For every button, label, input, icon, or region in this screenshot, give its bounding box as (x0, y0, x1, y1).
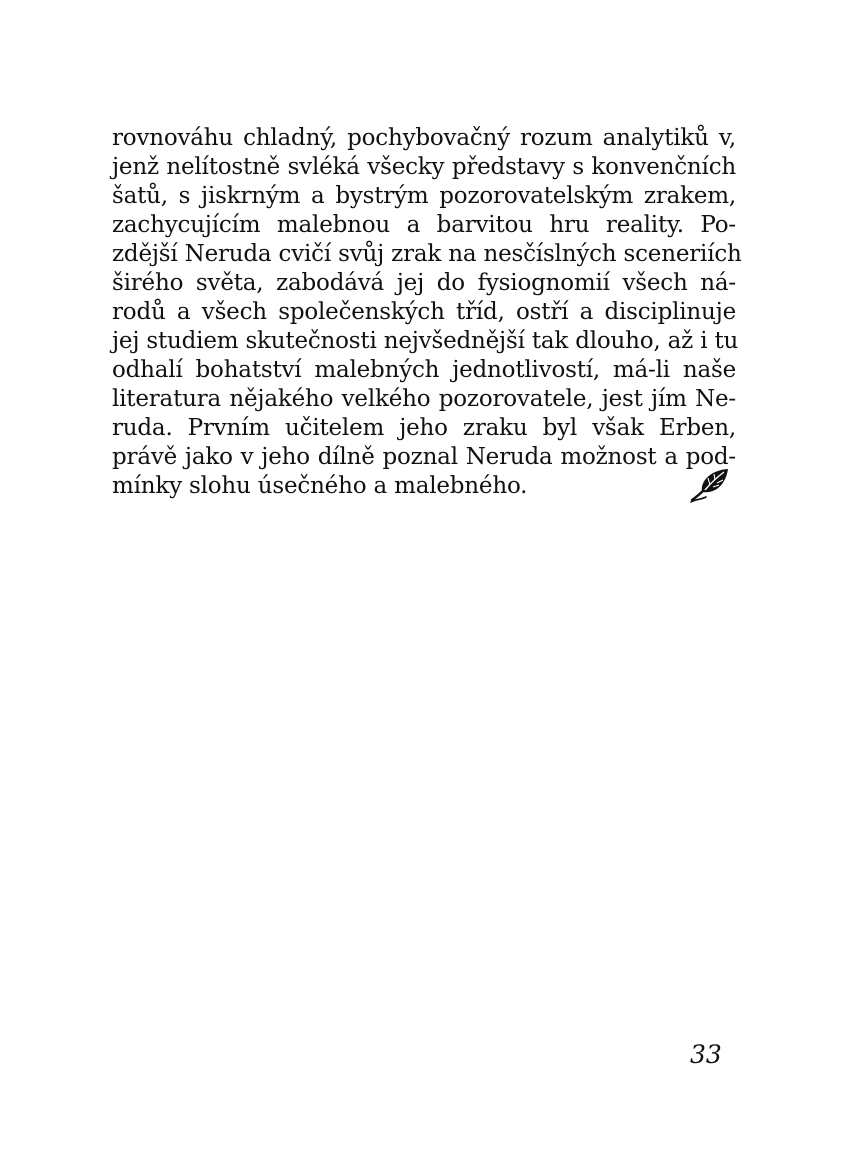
page-number: 33 (690, 1040, 722, 1069)
text-line: zachycujícím malebnou a barvitou hru reality. Po- (112, 212, 736, 238)
text-line: rodů a všech společenských tříd, ostří a disciplinuje (112, 299, 736, 325)
text-line: širého světa, zabodává jej do fysiognomií všech ná- (112, 270, 736, 296)
text-line: odhalí bohatství malebných jednotlivostí, má-li naše (112, 357, 736, 383)
text-line: právě jako v jeho dílně poznal Neruda možnost a pod- (112, 444, 736, 470)
text-line: ruda. Prvním učitelem jeho zraku byl však Erben, (112, 415, 736, 441)
text-line: rovnováhu chladný, pochybovačný rozum analytiků v, (112, 125, 736, 151)
text-line: šatů, s jiskrným a bystrým pozorovatelským zrakem, (112, 183, 736, 209)
body-text (112, 124, 742, 501)
last-line-row (112, 472, 736, 501)
text-line: literatura nějakého velkého pozorovatele, jest jím Ne- (112, 386, 736, 412)
leaf-ornament-icon (688, 466, 732, 504)
text-line: zdější Neruda cvičí svůj zrak na nesčíslných sceneriích (112, 241, 742, 267)
text-line: mínky slohu úsečného a malebného. (112, 473, 528, 499)
text-line: jenž nelítostně svléká všecky představy s konvenčních (112, 154, 736, 180)
text-line: jej studiem skutečnosti nejvšednější tak dlouho, až i tu (112, 328, 739, 354)
